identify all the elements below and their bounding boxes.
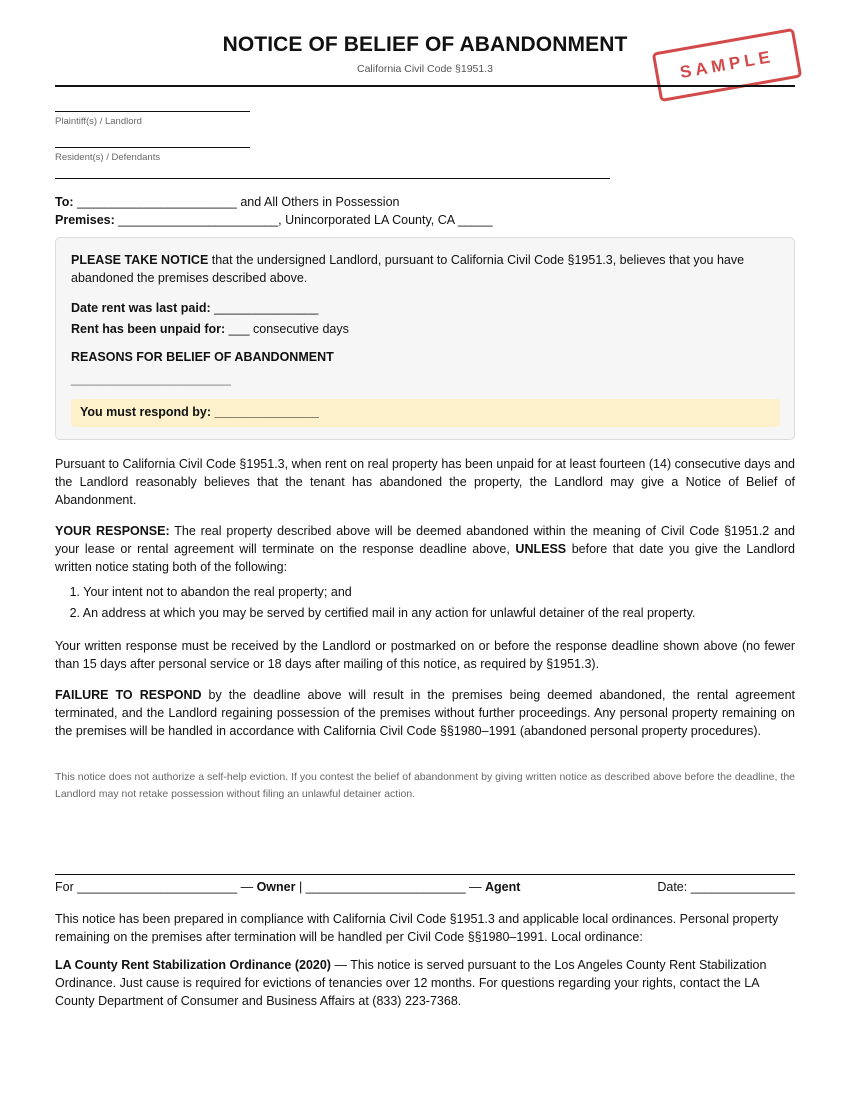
last-paid-label: Date rent was last paid: <box>71 301 211 315</box>
deadline-paragraph: Your written response must be received by the Landlord or postmarked on or before the response deadline shown above (no fewer than 15 days after personal service or 18 days after mailing of this notice, as required by §1951.3). <box>55 639 795 671</box>
ordinance-text: — This notice is served pursuant to the Los Angeles County Rent Stabilization Ordinance. Just cause is required for evictions of tenancies over 12 months. For questions regarding your rights, contact the LA County Department of Consumer and Business Affairs at (833) 223-7368. <box>55 958 767 1008</box>
response-text-b: before that date you give the Landlord written notice stating both of the following: <box>55 542 796 574</box>
sample-stamp: SAMPLE <box>652 28 802 102</box>
last-paid-value: _______________ <box>210 301 319 315</box>
failure-label: FAILURE TO RESPOND <box>55 688 202 702</box>
premises-line <box>55 213 493 227</box>
response-paragraph <box>55 522 795 576</box>
header-divider <box>55 85 795 87</box>
notice-text: that the undersigned Landlord, pursuant to California Civil Code §1951.3, believes that you have abandoned the premises described above. <box>71 253 745 285</box>
unpaid-value: ___ consecutive days <box>225 322 349 336</box>
unless-keyword: UNLESS <box>515 542 567 556</box>
reasons-heading: REASONS FOR BELIEF OF ABANDONMENT <box>71 350 334 364</box>
plaintiff-label: Plaintiff(s) / Landlord <box>55 116 142 127</box>
unpaid-line <box>71 320 776 338</box>
to-line <box>55 195 399 209</box>
ordinance-label: LA County Rent Stabilization Ordinance (2020) <box>55 958 331 972</box>
list-item-number: 2. <box>69 606 80 620</box>
disclaimer-text: This notice does not authorize a self-help eviction. If you contest the belief of abandonment by giving written notice as described above before the deadline, the Landlord may not retake possession without filing an unlawful detainer action. <box>55 771 795 800</box>
owner-label: Owner <box>256 880 296 894</box>
resident-label: Resident(s) / Defendants <box>55 152 161 163</box>
list-item-text: An address at which you may be served by certified mail in any action for unlawful detainer of the real property. <box>82 606 696 620</box>
failure-paragraph <box>55 686 795 740</box>
compliance-paragraph: This notice has been prepared in compliance with California Civil Code §1951.3 and applicable local ordinances. Personal property remaining on the premises after termination will be handled per Civil Code §§1980–1991. Local ordinance: <box>55 912 779 944</box>
premises-label: Premises: <box>55 213 115 227</box>
list-item <box>55 585 795 606</box>
caption-divider <box>55 178 610 179</box>
to-label: To: <box>55 195 74 209</box>
requirements-list <box>55 585 795 627</box>
response-label: YOUR RESPONSE: <box>55 524 170 538</box>
agent-label: Agent <box>485 880 521 894</box>
signature-row <box>55 880 795 894</box>
signature-separator: | _______________________ — <box>295 880 486 894</box>
page-title: NOTICE OF BELIEF OF ABANDONMENT <box>222 33 628 56</box>
resident-signature-line <box>55 147 250 148</box>
failure-text: by the deadline above will result in the premises being deemed abandoned, the rental agreement terminated, and the Landlord regaining possession of the premises without further proceedings. Any personal property remaining on the premises will be handled in accordance with California Civil Code §§1980–1991 (abandoned personal property procedures). <box>55 688 795 738</box>
list-item <box>55 606 795 627</box>
ordinance-paragraph <box>55 956 795 1010</box>
to-value: _______________________ and All Others in Possession <box>73 195 400 209</box>
respond-by-bar <box>71 399 780 427</box>
unpaid-label: Rent has been unpaid for: <box>71 322 226 336</box>
notice-statement <box>71 251 776 287</box>
notice-box <box>55 237 795 440</box>
intro-paragraph: Pursuant to California Civil Code §1951.3, when rent on real property has been unpaid for at least fourteen (14) consecutive days and the Landlord reasonably believes that the tenant has abandoned the property, the Landlord may give a Notice of Belief of Abandonment. <box>55 457 795 507</box>
notice-label: PLEASE TAKE NOTICE <box>71 253 209 267</box>
page-subtitle: California Civil Code §1951.3 <box>357 63 493 75</box>
reasons-blank: _______________________ <box>71 372 231 386</box>
last-paid-line <box>71 299 776 317</box>
premises-value: _______________________, Unincorporated LA County, CA _____ <box>114 213 493 227</box>
signature-divider <box>55 874 795 875</box>
for-label: For _______________________ — <box>55 880 257 894</box>
list-item-text: Your intent not to abandon the real property; and <box>83 585 352 599</box>
date-field: Date: _______________ <box>657 880 795 894</box>
respond-by-label: You must respond by: _______________ <box>80 405 319 419</box>
response-text-a: The real property described above will be deemed abandoned within the meaning of Civil Code §1951.2 and your lease or rental agreement will terminate on the response deadline above, <box>55 524 795 556</box>
plaintiff-signature-line <box>55 111 250 112</box>
list-item-number: 1. <box>69 585 80 599</box>
